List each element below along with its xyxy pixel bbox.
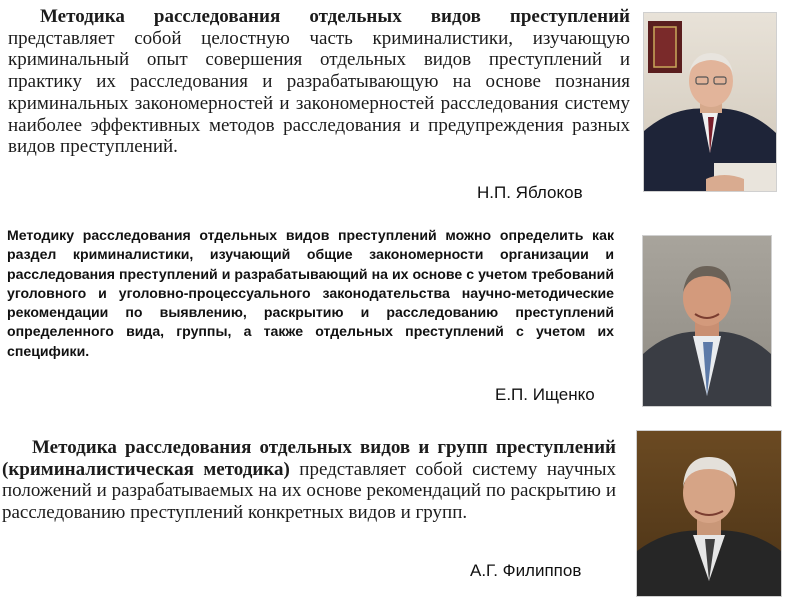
definition-yablokov — [8, 6, 630, 158]
portrait-image — [644, 13, 776, 191]
definition-body: представляет собой целостную часть криминалистики, изучающую криминальный опыт совершения отдельных видов преступлений и практику их расследования и разрабатывающую на основе познания криминальных закономерностей и закономерностей расследования систему наиболее эффективных методов расследования и предупреждения разных видов преступлений. — [8, 27, 630, 158]
portrait-yablokov — [643, 12, 777, 192]
definition-ishchenko — [7, 226, 614, 361]
definition-text — [2, 437, 616, 524]
portrait-ishchenko — [642, 235, 772, 407]
portrait-image — [643, 236, 771, 406]
definition-text: Методику расследования отдельных видов преступлений можно определить как раздел криминалистики, изучающий общие закономерности организации и расследования преступлений и разрабатывающий на их основе с учетом требований уголовного и уголовно-процессуального законодательства научно-методические рекомендации по выявлению, раскрытию и расследованию преступлений определенного вида, группы, а также отдельных преступлений с учетом их специфики. — [7, 227, 614, 359]
author-name-ishchenko: Е.П. Ищенко — [495, 385, 595, 404]
author-name-filippov: А.Г. Филиппов — [470, 561, 582, 580]
author-name-yablokov: Н.П. Яблоков — [477, 183, 583, 202]
definition-lead-term: Методика расследования отдельных видов и групп преступлений (криминалистическая методика) — [2, 437, 616, 480]
definition-body: представляет собой систему научных положений и разрабатываемых на их основе рекомендаций по раскрытию и расследованию преступлений конкретных видов и групп. — [2, 458, 616, 524]
definition-filippov — [2, 437, 616, 524]
definition-lead-term: Методика расследования отдельных видов преступлений — [40, 6, 630, 27]
portrait-filippov — [636, 430, 782, 597]
portrait-image — [637, 431, 781, 596]
definition-text — [8, 6, 630, 158]
